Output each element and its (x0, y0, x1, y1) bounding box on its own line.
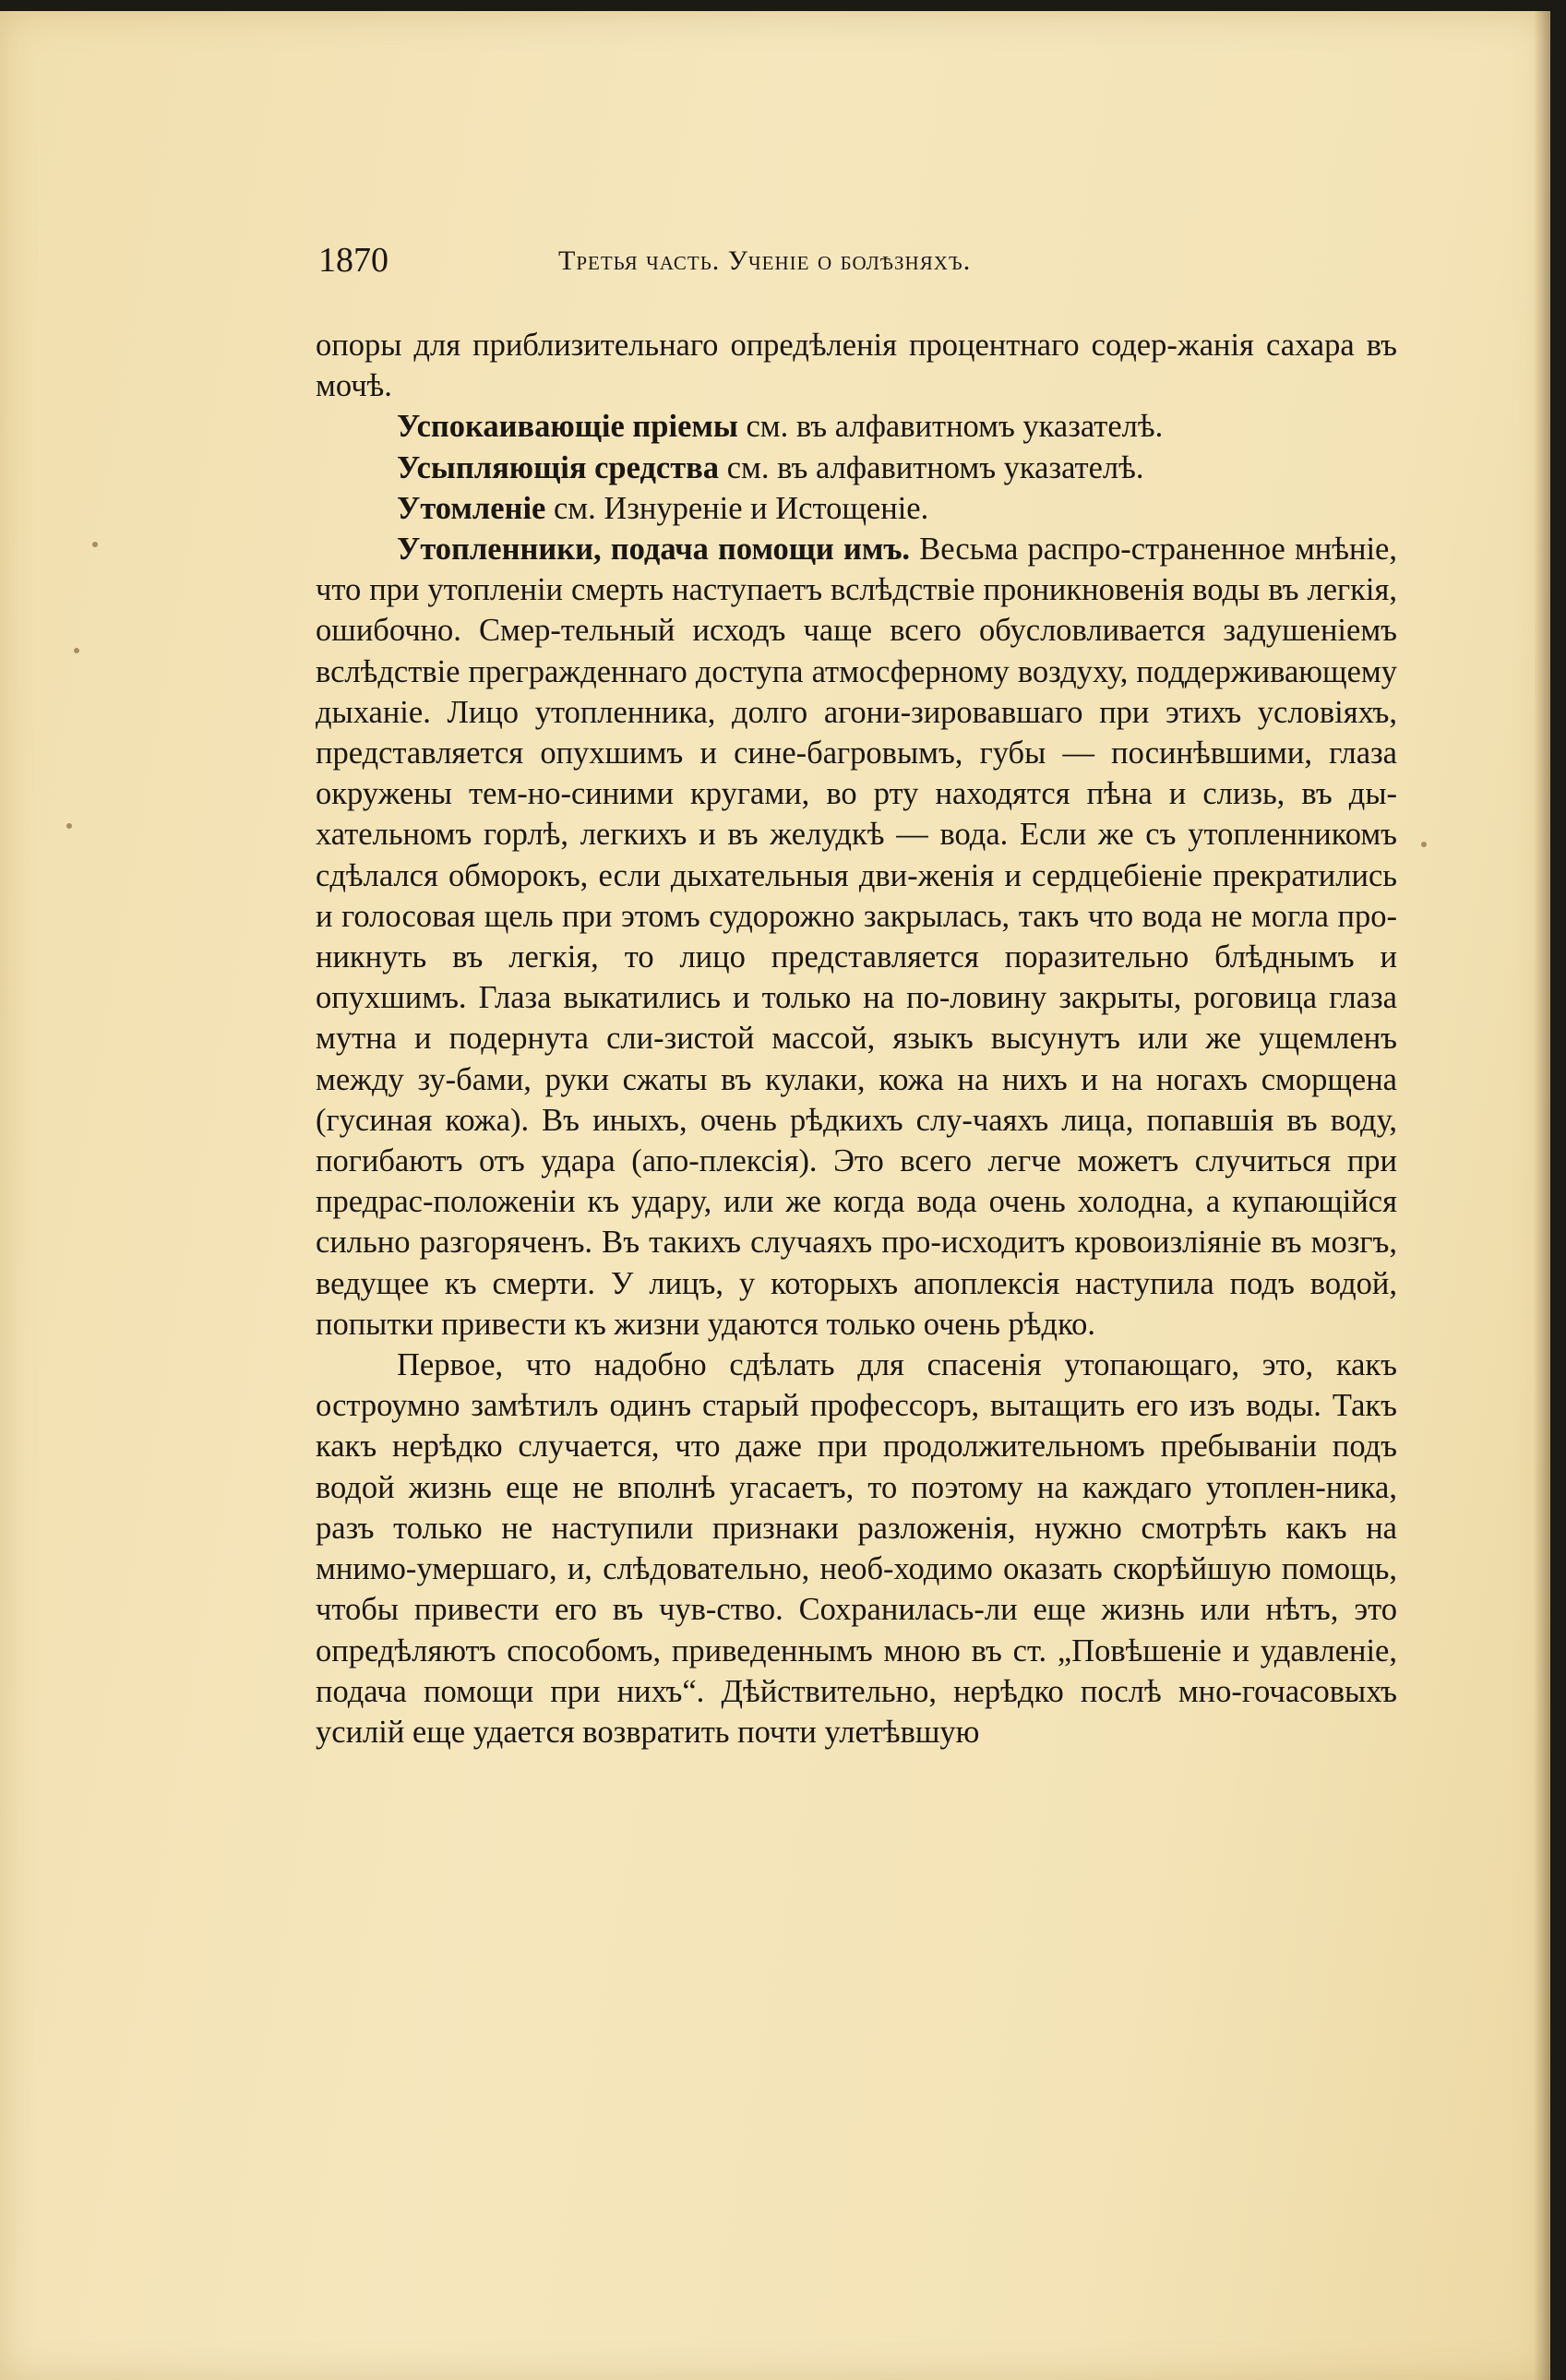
page-number: 1870 (318, 241, 389, 280)
entry-term: Успокаивающіе пріемы (397, 409, 738, 445)
paragraph (316, 488, 1397, 529)
page-header (318, 240, 1398, 295)
paper-speck (1421, 842, 1427, 847)
paragraph-text: Первое, что надобно сдѣлать для спасенія утопающаго, это, какъ остроумно замѣтилъ одинъ старый профессоръ, вытащить его изъ воды. Такъ какъ нерѣдко случается, что даже при продолжительномъ пребываніи подъ водой жизнь еще не вполнѣ угасаетъ, то поэтому на каждаго утоплен-ника, разъ только не наступили признаки разложенія, нужно смотрѣть какъ на мнимо-умершаго, и, слѣдовательно, необ-ходимо оказать скорѣйшую помощь, чтобы привести его въ чув-ство. Сохранилась-ли еще жизнь или нѣтъ, это опредѣляютъ способомъ, приведеннымъ мною въ ст. „Повѣшеніе и удавленіе, подача помощи при нихъ“. Дѣйствительно, нерѣдко послѣ мно-гочасовыхъ усилій еще удается возвратить почти улетѣвшую (316, 1347, 1397, 1750)
running-head: Третья часть. Ученіе о болѣзняхъ. (558, 245, 972, 276)
paragraph-text: Весьма распро-страненное мнѣніе, что при утопленіи смерть наступаетъ вслѣдствіе проникновенія воды въ легкія, ошибочно. Смер-тельный исходъ чаще всего обусловливается задушеніемъ вслѣдствіе прегражденнаго доступа атмосферному воздуху, поддерживающему дыханіе. Лицо утопленника, долго агони-зировавшаго при этихъ условіяхъ, представляется опухшимъ и сине-багровымъ, губы — посинѣвшими, глаза окружены тем-но-синими кругами, во рту находятся пѣна и слизь, въ ды-хательномъ горлѣ, легкихъ и въ желудкѣ — вода. Если же съ утопленникомъ сдѣлался обморокъ, если дыхательныя дви-женія и сердцебіеніе прекратились и голосовая щель при этомъ судорожно закрылась, такъ что вода не могла про-никнуть въ легкія, то лицо представляется поразительно блѣднымъ и опухшимъ. Глаза выкатились и только на по-ловину закрыты, роговица глаза мутна и подернута сли-зистой массой, языкъ высунутъ или же ущемленъ между зу-бами, руки сжаты въ кулаки, кожа на нихъ и на ногахъ сморщена (гусиная кожа). Въ иныхъ, очень рѣдкихъ слу-чаяхъ лица, попавшія въ воду, погибаютъ отъ удара (апо-плексія). Это всего легче можетъ случиться при предрас-положеніи къ удару, или же когда вода очень холодна, а купающійся сильно разгоряченъ. Въ такихъ случаяхъ про-исходитъ кровоизліяніе въ мозгъ, ведущее къ смерти. У лицъ, у которыхъ апоплексія наступила подъ водой, попытки привести къ жизни удаются только очень рѣдко. (316, 532, 1397, 1342)
paragraph (316, 1345, 1397, 1752)
body-text (316, 325, 1397, 1752)
entry-term: Усыпляющія средства (397, 449, 720, 485)
paragraph (316, 325, 1397, 406)
paragraph-text: см. въ алфавитномъ указателѣ. (737, 409, 1164, 445)
paragraph-text: см. Изнуреніе и Истощеніе. (545, 490, 929, 526)
entry-term: Утопленники, подача помощи имъ. (397, 532, 911, 568)
entry-term: Утомленіе (397, 490, 546, 526)
paragraph-text: см. въ алфавитномъ указателѣ. (719, 449, 1144, 485)
paper-speck (66, 823, 72, 829)
paragraph (316, 448, 1397, 488)
book-page (0, 11, 1550, 2380)
paragraph-text: опоры для приблизительнаго опредѣленія процентнаго содер-жанія сахара въ мочѣ. (316, 328, 1397, 404)
paper-speck (92, 542, 98, 547)
paragraph (316, 406, 1397, 447)
paper-speck (74, 648, 79, 653)
paragraph (316, 529, 1397, 1345)
